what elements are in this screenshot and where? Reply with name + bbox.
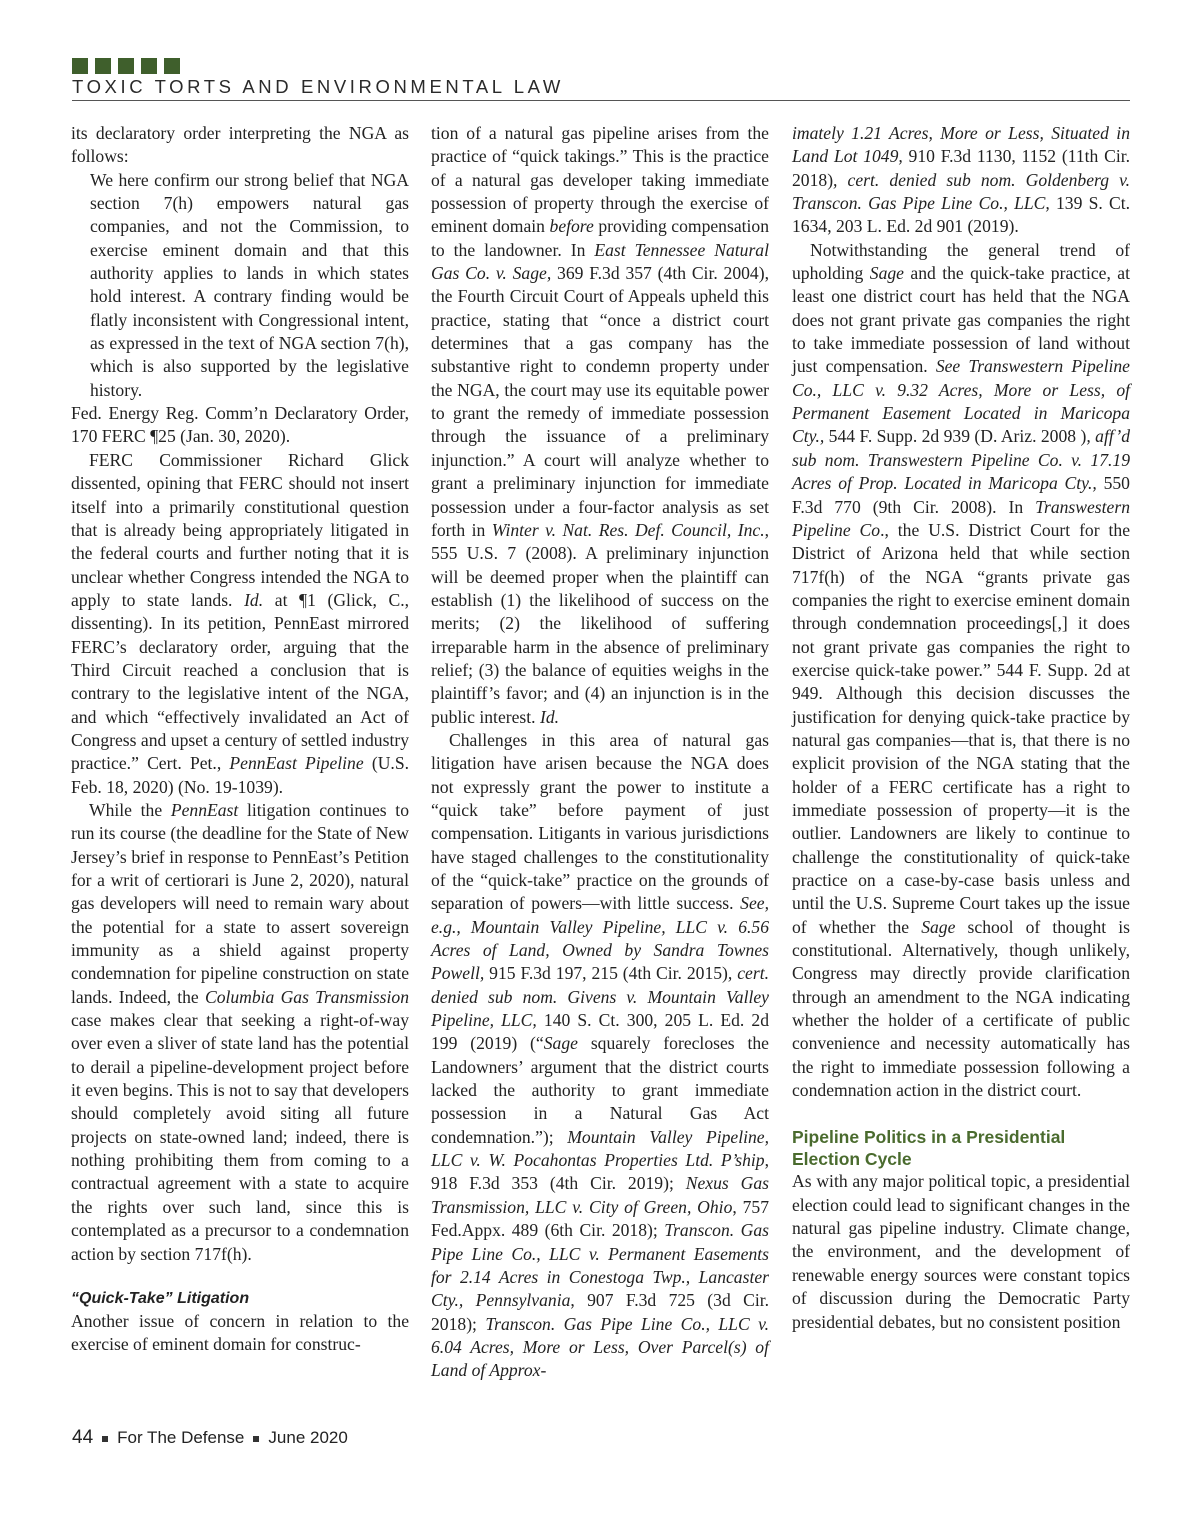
text: 910 F.3d 1130, 1152 (11th Cir. 2018): [792, 146, 1131, 190]
case-name: PennEast: [170, 799, 239, 820]
text: and the quick-take practice, at least one district court has held that the NGA does not grant private gas companies the right to take immediate possession of land without just compensation.: [792, 263, 1130, 377]
case-name: , aff’d sub nom. Transwestern Pipeline Co. v. 17.19 Acres of Prop. Located in Maricopa Cty.,: [792, 426, 1130, 494]
text: squarely forecloses the Landowners’ argument that the district courts lacked the authority to grant immediate possession in a Natural Gas Act condemnation.”);: [431, 1033, 769, 1147]
decor-square: [72, 58, 88, 74]
subheading-quick-take: “Quick-Take” Litigation: [71, 1289, 250, 1307]
text-italic: before: [549, 216, 594, 237]
section-heading-pipeline-politics: Pipeline Politics in a Presidential Election Cycle: [792, 1127, 1066, 1170]
text: Notwithstanding the general trend of upholding: [792, 239, 1130, 284]
text: litigation continues to run its course (the deadline for the State of New Jersey’s brief in response to PennEast’s Petition for a writ of certiorari is June 2, 2020), natural gas developers will need to remain wary about the potential for a state to assert sovereign immunity as a shield against property condemnation for pipeline construction on state lands. Indeed, the: [71, 799, 409, 1007]
text: , 918 F.3d 353 (4th Cir. 2019);: [431, 1150, 769, 1194]
case-name: East Tennessee Natural Gas Co. v. Sage,: [431, 239, 769, 284]
case-name: Transcon. Gas Pipe Line Co., LLC v. Permanent Easements for 2.14 Acres in Conestoga Twp., Lancaster Cty., Pennsylvania: [431, 1220, 769, 1311]
block-quote: We here confirm our strong belief that NGA section 7(h) empowers natural gas companies, and not the Commission, to exercise eminent domain and that this authority applies to lands in which states hold interest. A contrary finding would be flatly inconsistent with Congressional intent, as expressed in the text of NGA section 7(h), which is also supported by the legislative history.: [90, 169, 409, 400]
text: providing compensation to the landowner. In: [431, 216, 770, 260]
case-name: Transcon. Gas Pipe Line Co., LLC v. 6.04 Acres, More or Less, Over Parcel(s) of Land of Approx-: [431, 1313, 769, 1381]
separator-bullet: [253, 1436, 259, 1442]
case-name: PennEast Pipeline: [229, 753, 364, 774]
header-decoration: [72, 58, 180, 74]
case-name: Nexus Gas Transmission, LLC v. City of Green, Ohio: [431, 1173, 769, 1217]
paragraph: Another issue of concern in relation to the exercise of eminent domain for construc-: [71, 1310, 409, 1355]
decor-square: [118, 58, 134, 74]
case-name: imately 1.21 Acres, More or Less, Situated in Land Lot 1049,: [792, 123, 1130, 167]
paragraph: As with any major political topic, a presidential election could lead to significant changes in the natural gas pipeline industry. Climate change, the environment, and the development of renewable energy sources were constant topics of discussion during the Democratic Party presidential debates, but no consistent position: [792, 1171, 1130, 1332]
case-name: See, e.g., Mountain Valley Pipeline, LLC v. 6.56 Acres of Land, Owned by Sandra Townes Powell,: [431, 893, 769, 984]
text: 139 S. Ct. 1634, 203 L. Ed. 2d 901 (2019).: [792, 193, 1131, 237]
case-name: Mountain Valley Pipeline, LLC v. W. Pocahontas Properties Ltd. P’ship: [431, 1126, 769, 1171]
page-number: 44: [72, 1427, 94, 1448]
case-name: See Transwestern Pipeline Co., LLC v. 9.32 Acres, More or Less, of Permanent Easement Located in Maricopa Cty.,: [792, 356, 1130, 447]
text-italic: Id.: [539, 706, 560, 727]
column-1: [71, 122, 409, 1357]
paragraph: [792, 122, 1130, 239]
case-name: , cert. denied sub nom. Givens v. Mountain Valley Pipeline, LLC,: [431, 963, 769, 1031]
text: 369 F.3d 357 (4th Cir. 2004), the Fourth Circuit Court of Appeals upheld this practice, stating that “once a district court determines that a gas company has the substantive right to condemn property under the NGA, the court may use its equitable power to grant the remedy of immediate possession through the issuance of a preliminary injunction.” A court will analyze whether to grant a preliminary injunction for immediate possession under a four-factor analysis as set forth in: [431, 263, 769, 540]
text: 915 F.3d 197, 215 (4th Cir. 2015): [484, 963, 728, 984]
text: Challenges in this area of natural gas litigation have arisen because the NGA does not expressly grant the power to institute a “quick take” before payment of just compensation. Litigants in various jurisdictions have staged challenges to the constitutionality of the “quick-take” practice on the grounds of separation of powers—with little success.: [431, 729, 769, 914]
case-name: , cert. denied sub nom. Goldenberg v. Transcon. Gas Pipe Line Co., LLC,: [792, 169, 1130, 214]
text: 544 F. Supp. 2d 939 (D. Ariz. 2008 ): [824, 426, 1087, 447]
text: case makes clear that seeking a right-of-way over even a sliver of state land has the potential to derail a pipeline-development project before it even begins. This is not to say that developers should completely avoid siting all future projects on state-owned land; indeed, there is nothing prohibiting them from coming to a contractual agreement with a state to acquire the rights over such land, since this is contemplated as a precursor to a condemnation action by section 717f(h).: [71, 1010, 409, 1264]
case-name: Sage: [543, 1033, 578, 1054]
text: FERC Commissioner Richard Glick dissented, opining that FERC should not insert itself into a primarily constitutional question that is already being appropriately litigated in the federal courts and further noting that it is unclear whether Congress intended the NGA to apply to state lands.: [71, 449, 409, 610]
decor-square: [164, 58, 180, 74]
text: ., the U.S. District Court for the District of Arizona held that while section 717f(h) of the NGA “grants private gas companies the right to exercise eminent domain through condemnation proceedings[,] it does not grant private gas companies the right to exercise quick-take power.” 544 F. Supp. 2d at 949. Although this decision discusses the justification for denying quick-take practice by natural gas companies—that is, that there is no explicit provision of the NGA stating that the holder of a FERC certificate has a right to immediate possession of property—it is the outlier. Landowners are likely to continue to challenge the constitutionality of quick-take practice on a case-by-case basis unless and until the U.S. Supreme Court takes up the issue of whether the: [792, 519, 1130, 937]
publication-name: For The Defense: [117, 1428, 245, 1447]
decor-square: [141, 58, 157, 74]
paragraph: [71, 799, 409, 1266]
text: school of thought is constitutional. Alternatively, though unlikely, Congress may directly provide clarification through an amendment to the NGA indicating whether the holder of a certificate of public convenience and necessity automatically has the right to immediate possession following a condemnation action in the district court.: [792, 916, 1130, 1101]
case-name: Transwestern Pipeline Co: [792, 496, 1130, 540]
section-title: TOXIC TORTS AND ENVIRONMENTAL LAW: [72, 76, 564, 97]
header-divider: [72, 100, 1130, 101]
paragraph: its declaratory order interpreting the NGA as follows:: [71, 123, 409, 167]
text: 550 F.3d 770 (9th Cir. 2008). In: [792, 473, 1130, 517]
paragraph: [792, 239, 1130, 1103]
citation: Fed. Energy Reg. Comm’n Declaratory Order, 170 FERC ¶25 (Jan. 30, 2020).: [71, 403, 409, 447]
case-name: Winter v. Nat. Res. Def. Council, Inc.: [491, 519, 765, 540]
text: , 907 F.3d 725 (3d Cir. 2018);: [431, 1290, 770, 1334]
text: (U.S. Feb. 18, 2020) (No. 19-1039).: [71, 753, 410, 797]
column-2: [431, 122, 769, 1383]
text: , 757 Fed.Appx. 489 (6th Cir. 2018);: [431, 1196, 769, 1241]
case-name: Sage: [869, 263, 904, 284]
case-name: Sage: [921, 916, 956, 937]
page-footer: [72, 1427, 348, 1449]
paragraph: [431, 122, 769, 729]
decor-square: [95, 58, 111, 74]
text: , 555 U.S. 7 (2008). A preliminary injunction will be deemed proper when the plaintiff can establish (1) the likelihood of success on the merits; (2) the likelihood of suffering irreparable harm in the absence of preliminary relief; (3) the balance of equities weighs in the plaintiff’s favor; and (4) an injunction is in the public interest.: [431, 519, 769, 727]
text: While the: [89, 799, 171, 820]
issue-date: June 2020: [268, 1428, 348, 1447]
text: 140 S. Ct. 300, 205 L. Ed. 2d 199 (2019) (“: [431, 1010, 769, 1054]
case-name: Columbia Gas Transmission: [204, 986, 410, 1007]
text-italic: Id.: [244, 589, 264, 610]
paragraph: [431, 729, 769, 1383]
text: at ¶1 (Glick, C., dissenting). In its petition, PennEast mirrored FERC’s declaratory order, arguing that the Third Circuit reached a conclusion that is contrary to the legislative intent of the NGA, and which “effectively invalidated an Act of Congress and upset a century of settled industry practice.” Cert. Pet.,: [71, 589, 409, 774]
column-3: [792, 122, 1130, 1334]
separator-bullet: [102, 1436, 108, 1442]
text: tion of a natural gas pipeline arises from the practice of “quick takings.” This is the practice of a natural gas developer taking immediate possession of property through the exercise of eminent domain: [431, 123, 769, 237]
paragraph: [71, 449, 409, 799]
